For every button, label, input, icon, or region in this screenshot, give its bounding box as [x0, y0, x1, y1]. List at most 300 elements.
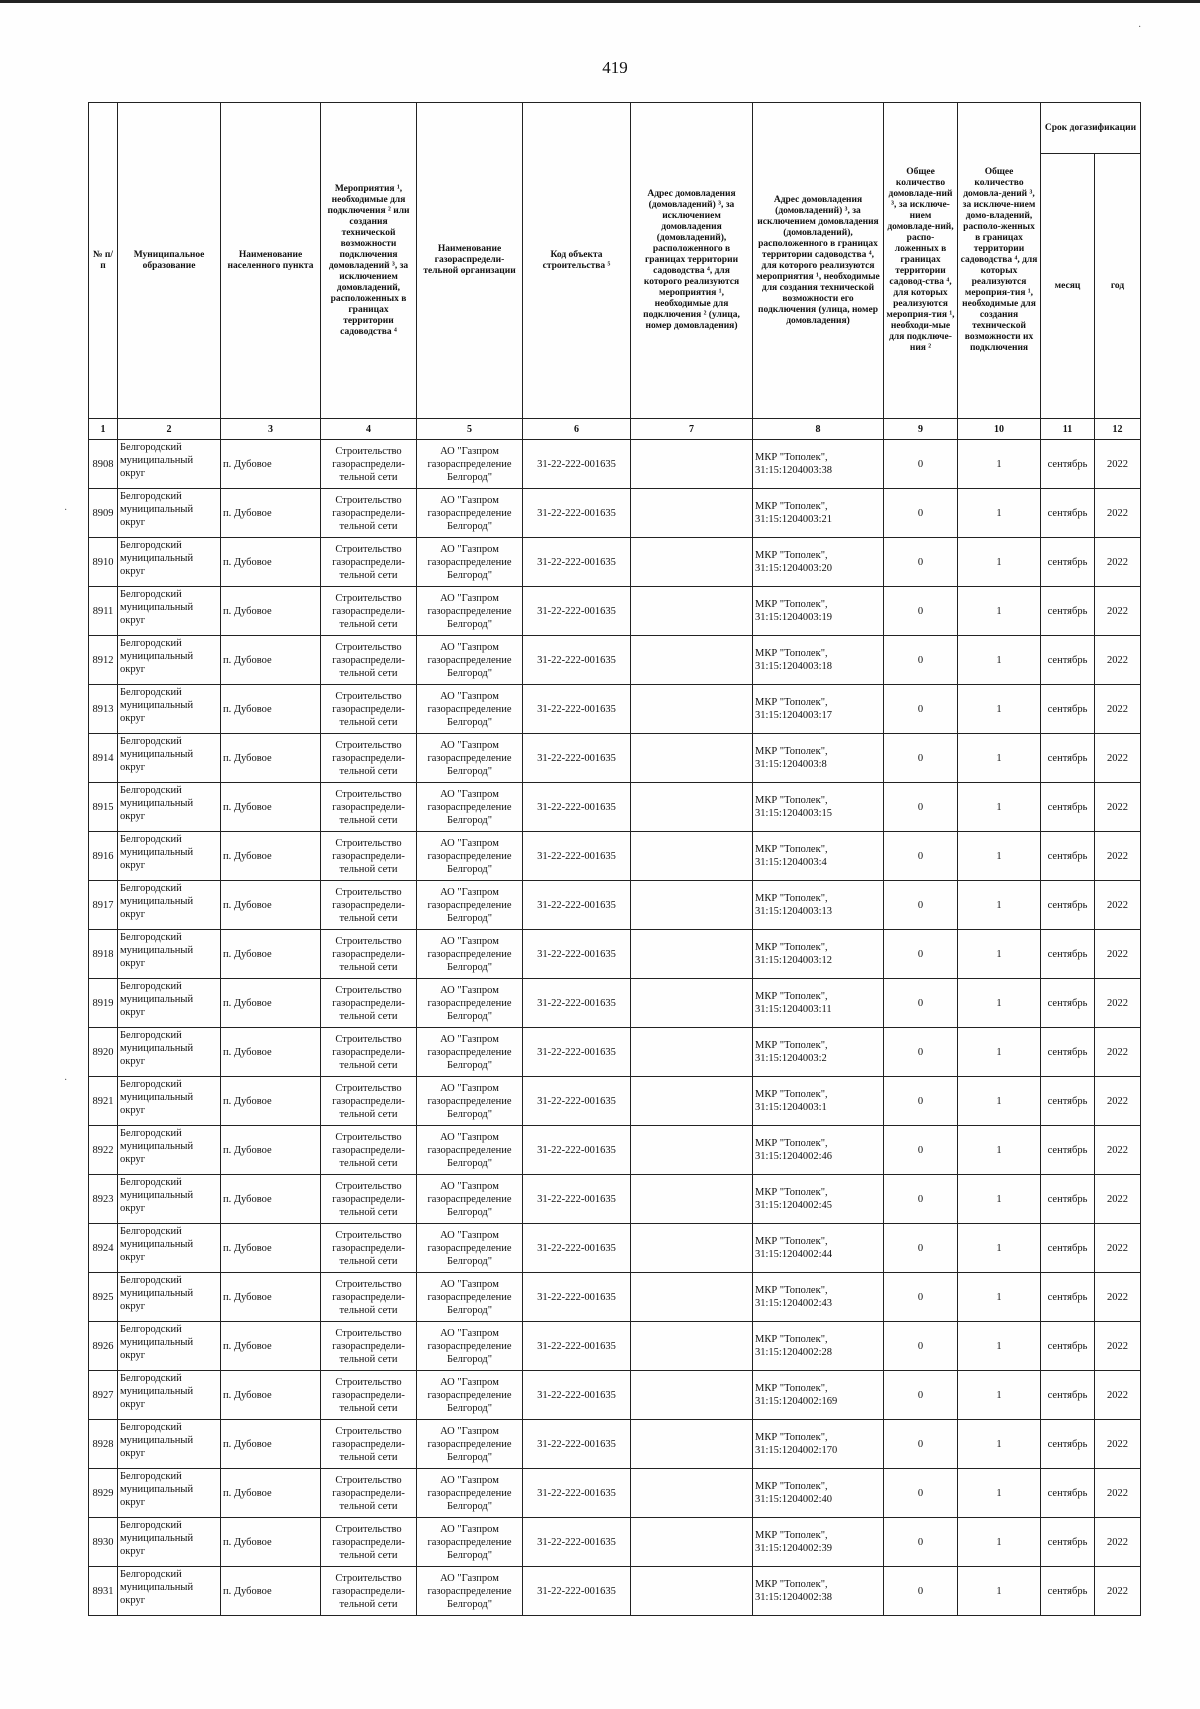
page-number: 419: [602, 58, 628, 77]
count-connection-cell: 0: [884, 881, 958, 930]
settlement-cell: п. Дубовое: [221, 538, 321, 587]
measure-cell: Строительство газораспредели-тельной сети: [321, 538, 417, 587]
year-cell: 2022: [1095, 1175, 1141, 1224]
settlement-cell: п. Дубовое: [221, 1126, 321, 1175]
count-connection-cell: 0: [884, 1518, 958, 1567]
measure-cell: Строительство газораспредели-тельной сети: [321, 1469, 417, 1518]
address-tech-cell: МКР "Тополек", 31:15:1204002:46: [753, 1126, 884, 1175]
scan-mark: ·: [64, 1075, 68, 1086]
address-tech-cell: МКР "Тополек", 31:15:1204003:11: [753, 979, 884, 1028]
measure-cell: Строительство газораспредели-тельной сети: [321, 1322, 417, 1371]
address-connection-cell: [631, 979, 753, 1028]
address-connection-cell: [631, 685, 753, 734]
table-row: [89, 636, 1141, 685]
address-tech-cell: МКР "Тополек", 31:15:1204003:2: [753, 1028, 884, 1077]
gas-org-cell: АО "Газпром газораспределение Белгород": [417, 636, 523, 685]
table-row: [89, 1126, 1141, 1175]
count-connection-cell: 0: [884, 538, 958, 587]
row-number: 8927: [89, 1371, 118, 1420]
year-cell: 2022: [1095, 489, 1141, 538]
year-cell: 2022: [1095, 1126, 1141, 1175]
gas-org-cell: АО "Газпром газораспределение Белгород": [417, 489, 523, 538]
settlement-cell: п. Дубовое: [221, 930, 321, 979]
settlement-cell: п. Дубовое: [221, 1273, 321, 1322]
row-number: 8931: [89, 1567, 118, 1616]
gas-org-cell: АО "Газпром газораспределение Белгород": [417, 1028, 523, 1077]
gas-org-cell: АО "Газпром газораспределение Белгород": [417, 538, 523, 587]
month-cell: сентябрь: [1041, 1077, 1095, 1126]
row-number: 8928: [89, 1420, 118, 1469]
settlement-cell: п. Дубовое: [221, 832, 321, 881]
year-cell: 2022: [1095, 881, 1141, 930]
count-connection-cell: 0: [884, 636, 958, 685]
gas-org-cell: АО "Газпром газораспределение Белгород": [417, 1420, 523, 1469]
municipality-cell: Белгородский муниципальный округ: [118, 1273, 221, 1322]
object-code-cell: 31-22-222-001635: [523, 1077, 631, 1126]
municipality-cell: Белгородский муниципальный округ: [118, 979, 221, 1028]
header-count-tech: Общее количество домовла-дений ³, за исключе-нием домо-владений, располо-женных в границах территории садоводства ⁴, для которых реализуются мероприя-тия ¹, необходимые для создания технической возможности их подключения: [958, 103, 1041, 419]
object-code-cell: 31-22-222-001635: [523, 1028, 631, 1077]
municipality-cell: Белгородский муниципальный округ: [118, 734, 221, 783]
count-tech-cell: 1: [958, 489, 1041, 538]
header-term: Срок догазификации: [1041, 103, 1141, 154]
settlement-cell: п. Дубовое: [221, 685, 321, 734]
count-connection-cell: 0: [884, 832, 958, 881]
row-number: 8918: [89, 930, 118, 979]
table-row: [89, 489, 1141, 538]
table-row: [89, 783, 1141, 832]
settlement-cell: п. Дубовое: [221, 489, 321, 538]
address-connection-cell: [631, 1175, 753, 1224]
table-row: [89, 587, 1141, 636]
year-cell: 2022: [1095, 1273, 1141, 1322]
object-code-cell: 31-22-222-001635: [523, 734, 631, 783]
column-number: 2: [118, 419, 221, 440]
count-tech-cell: 1: [958, 1028, 1041, 1077]
year-cell: 2022: [1095, 1371, 1141, 1420]
address-tech-cell: МКР "Тополек", 31:15:1204003:4: [753, 832, 884, 881]
table-row: [89, 440, 1141, 489]
gas-org-cell: АО "Газпром газораспределение Белгород": [417, 832, 523, 881]
table-row: [89, 1371, 1141, 1420]
address-tech-cell: МКР "Тополек", 31:15:1204003:13: [753, 881, 884, 930]
count-tech-cell: 1: [958, 1224, 1041, 1273]
table-row: [89, 1322, 1141, 1371]
header-year: год: [1095, 154, 1141, 419]
municipality-cell: Белгородский муниципальный округ: [118, 1126, 221, 1175]
measure-cell: Строительство газораспредели-тельной сети: [321, 1077, 417, 1126]
measure-cell: Строительство газораспредели-тельной сети: [321, 1518, 417, 1567]
header-row-top: [89, 103, 1141, 154]
address-connection-cell: [631, 1518, 753, 1567]
municipality-cell: Белгородский муниципальный округ: [118, 832, 221, 881]
year-cell: 2022: [1095, 440, 1141, 489]
municipality-cell: Белгородский муниципальный округ: [118, 1322, 221, 1371]
count-tech-cell: 1: [958, 979, 1041, 1028]
address-tech-cell: МКР "Тополек", 31:15:1204002:40: [753, 1469, 884, 1518]
count-connection-cell: 0: [884, 979, 958, 1028]
month-cell: сентябрь: [1041, 1469, 1095, 1518]
address-tech-cell: МКР "Тополек", 31:15:1204003:17: [753, 685, 884, 734]
measure-cell: Строительство газораспредели-тельной сети: [321, 489, 417, 538]
address-connection-cell: [631, 881, 753, 930]
table-row: [89, 1420, 1141, 1469]
row-number: 8908: [89, 440, 118, 489]
settlement-cell: п. Дубовое: [221, 636, 321, 685]
measure-cell: Строительство газораспредели-тельной сети: [321, 1371, 417, 1420]
row-number: 8922: [89, 1126, 118, 1175]
address-connection-cell: [631, 636, 753, 685]
municipality-cell: Белгородский муниципальный округ: [118, 1469, 221, 1518]
count-tech-cell: 1: [958, 832, 1041, 881]
year-cell: 2022: [1095, 685, 1141, 734]
address-connection-cell: [631, 1126, 753, 1175]
count-tech-cell: 1: [958, 1175, 1041, 1224]
month-cell: сентябрь: [1041, 1126, 1095, 1175]
table-row: [89, 1175, 1141, 1224]
object-code-cell: 31-22-222-001635: [523, 1371, 631, 1420]
row-number: 8915: [89, 783, 118, 832]
scan-mark: ·: [64, 505, 68, 516]
row-number: 8929: [89, 1469, 118, 1518]
year-cell: 2022: [1095, 1518, 1141, 1567]
row-number: 8930: [89, 1518, 118, 1567]
header-address-tech: Адрес домовладения (домовладений) ³, за исключением домовладения (домовладений), расположенного в границах территории садоводства ⁴, для которого реализуются мероприятия ¹, необходимые для создания технической возможности его подключения (улица, номер домовладения): [753, 103, 884, 419]
count-tech-cell: 1: [958, 1077, 1041, 1126]
month-cell: сентябрь: [1041, 1273, 1095, 1322]
measure-cell: Строительство газораспредели-тельной сети: [321, 1175, 417, 1224]
count-tech-cell: 1: [958, 1322, 1041, 1371]
object-code-cell: 31-22-222-001635: [523, 881, 631, 930]
object-code-cell: 31-22-222-001635: [523, 1469, 631, 1518]
address-connection-cell: [631, 1469, 753, 1518]
settlement-cell: п. Дубовое: [221, 1224, 321, 1273]
settlement-cell: п. Дубовое: [221, 1469, 321, 1518]
settlement-cell: п. Дубовое: [221, 440, 321, 489]
table-row: [89, 538, 1141, 587]
address-tech-cell: МКР "Тополек", 31:15:1204002:44: [753, 1224, 884, 1273]
settlement-cell: п. Дубовое: [221, 1518, 321, 1567]
settlement-cell: п. Дубовое: [221, 1322, 321, 1371]
measure-cell: Строительство газораспредели-тельной сети: [321, 979, 417, 1028]
count-tech-cell: 1: [958, 440, 1041, 489]
table-row: [89, 930, 1141, 979]
gas-org-cell: АО "Газпром газораспределение Белгород": [417, 1077, 523, 1126]
address-tech-cell: МКР "Тополек", 31:15:1204003:21: [753, 489, 884, 538]
column-number: 6: [523, 419, 631, 440]
count-tech-cell: 1: [958, 1469, 1041, 1518]
count-tech-cell: 1: [958, 1126, 1041, 1175]
gas-org-cell: АО "Газпром газораспределение Белгород": [417, 1371, 523, 1420]
gas-org-cell: АО "Газпром газораспределение Белгород": [417, 979, 523, 1028]
address-connection-cell: [631, 1224, 753, 1273]
object-code-cell: 31-22-222-001635: [523, 538, 631, 587]
municipality-cell: Белгородский муниципальный округ: [118, 1371, 221, 1420]
address-tech-cell: МКР "Тополек", 31:15:1204002:43: [753, 1273, 884, 1322]
table-row: [89, 1224, 1141, 1273]
municipality-cell: Белгородский муниципальный округ: [118, 1567, 221, 1616]
measure-cell: Строительство газораспредели-тельной сети: [321, 685, 417, 734]
month-cell: сентябрь: [1041, 1322, 1095, 1371]
settlement-cell: п. Дубовое: [221, 979, 321, 1028]
month-cell: сентябрь: [1041, 1028, 1095, 1077]
month-cell: сентябрь: [1041, 930, 1095, 979]
count-connection-cell: 0: [884, 489, 958, 538]
address-connection-cell: [631, 1273, 753, 1322]
municipality-cell: Белгородский муниципальный округ: [118, 1224, 221, 1273]
gas-org-cell: АО "Газпром газораспределение Белгород": [417, 734, 523, 783]
address-tech-cell: МКР "Тополек", 31:15:1204003:8: [753, 734, 884, 783]
object-code-cell: 31-22-222-001635: [523, 930, 631, 979]
address-connection-cell: [631, 734, 753, 783]
count-tech-cell: 1: [958, 734, 1041, 783]
row-number: 8924: [89, 1224, 118, 1273]
header-object-code: Код объекта строительства ⁵: [523, 103, 631, 419]
page-top-border: [0, 0, 1200, 3]
month-cell: сентябрь: [1041, 734, 1095, 783]
row-number: 8916: [89, 832, 118, 881]
object-code-cell: 31-22-222-001635: [523, 685, 631, 734]
header-measures: Мероприятия ¹, необходимые для подключения ² или создания технической возможности подключения домовладений ³, за исключением домовладений, расположенных в границах территории садоводства ⁴: [321, 103, 417, 419]
header-gas-org: Наименование газораспредели-тельной организации: [417, 103, 523, 419]
address-connection-cell: [631, 832, 753, 881]
municipality-cell: Белгородский муниципальный округ: [118, 783, 221, 832]
gas-org-cell: АО "Газпром газораспределение Белгород": [417, 1518, 523, 1567]
municipality-cell: Белгородский муниципальный округ: [118, 489, 221, 538]
year-cell: 2022: [1095, 538, 1141, 587]
object-code-cell: 31-22-222-001635: [523, 1224, 631, 1273]
measure-cell: Строительство газораспредели-тельной сети: [321, 734, 417, 783]
municipality-cell: Белгородский муниципальный округ: [118, 440, 221, 489]
count-tech-cell: 1: [958, 783, 1041, 832]
address-connection-cell: [631, 440, 753, 489]
address-tech-cell: МКР "Тополек", 31:15:1204002:170: [753, 1420, 884, 1469]
count-tech-cell: 1: [958, 1371, 1041, 1420]
gas-org-cell: АО "Газпром газораспределение Белгород": [417, 1273, 523, 1322]
settlement-cell: п. Дубовое: [221, 1077, 321, 1126]
month-cell: сентябрь: [1041, 979, 1095, 1028]
object-code-cell: 31-22-222-001635: [523, 1175, 631, 1224]
address-tech-cell: МКР "Тополек", 31:15:1204002:39: [753, 1518, 884, 1567]
measure-cell: Строительство газораспредели-тельной сети: [321, 783, 417, 832]
municipality-cell: Белгородский муниципальный округ: [118, 881, 221, 930]
settlement-cell: п. Дубовое: [221, 587, 321, 636]
address-connection-cell: [631, 1371, 753, 1420]
gas-org-cell: АО "Газпром газораспределение Белгород": [417, 930, 523, 979]
municipality-cell: Белгородский муниципальный округ: [118, 1175, 221, 1224]
object-code-cell: 31-22-222-001635: [523, 783, 631, 832]
count-tech-cell: 1: [958, 1420, 1041, 1469]
count-tech-cell: 1: [958, 1518, 1041, 1567]
measure-cell: Строительство газораспредели-тельной сети: [321, 930, 417, 979]
count-connection-cell: 0: [884, 1567, 958, 1616]
column-number: 8: [753, 419, 884, 440]
measure-cell: Строительство газораспредели-тельной сети: [321, 1273, 417, 1322]
table-row: [89, 881, 1141, 930]
address-connection-cell: [631, 587, 753, 636]
address-connection-cell: [631, 1567, 753, 1616]
settlement-cell: п. Дубовое: [221, 1420, 321, 1469]
gas-org-cell: АО "Газпром газораспределение Белгород": [417, 783, 523, 832]
month-cell: сентябрь: [1041, 881, 1095, 930]
address-connection-cell: [631, 1028, 753, 1077]
count-connection-cell: 0: [884, 587, 958, 636]
column-number-row: [89, 419, 1141, 440]
count-connection-cell: 0: [884, 930, 958, 979]
address-tech-cell: МКР "Тополек", 31:15:1204002:169: [753, 1371, 884, 1420]
column-number: 7: [631, 419, 753, 440]
column-number: 12: [1095, 419, 1141, 440]
settlement-cell: п. Дубовое: [221, 1175, 321, 1224]
count-connection-cell: 0: [884, 1322, 958, 1371]
municipality-cell: Белгородский муниципальный округ: [118, 685, 221, 734]
row-number: 8919: [89, 979, 118, 1028]
table-row: [89, 1273, 1141, 1322]
object-code-cell: 31-22-222-001635: [523, 832, 631, 881]
address-tech-cell: МКР "Тополек", 31:15:1204002:38: [753, 1567, 884, 1616]
object-code-cell: 31-22-222-001635: [523, 1126, 631, 1175]
measure-cell: Строительство газораспредели-тельной сети: [321, 1126, 417, 1175]
column-number: 11: [1041, 419, 1095, 440]
address-connection-cell: [631, 930, 753, 979]
address-connection-cell: [631, 783, 753, 832]
row-number: 8911: [89, 587, 118, 636]
address-connection-cell: [631, 1077, 753, 1126]
settlement-cell: п. Дубовое: [221, 881, 321, 930]
count-tech-cell: 1: [958, 1273, 1041, 1322]
gas-org-cell: АО "Газпром газораспределение Белгород": [417, 1469, 523, 1518]
object-code-cell: 31-22-222-001635: [523, 1322, 631, 1371]
count-connection-cell: 0: [884, 734, 958, 783]
month-cell: сентябрь: [1041, 685, 1095, 734]
year-cell: 2022: [1095, 1028, 1141, 1077]
year-cell: 2022: [1095, 832, 1141, 881]
year-cell: 2022: [1095, 1567, 1141, 1616]
month-cell: сентябрь: [1041, 489, 1095, 538]
year-cell: 2022: [1095, 783, 1141, 832]
row-number: 8926: [89, 1322, 118, 1371]
year-cell: 2022: [1095, 979, 1141, 1028]
object-code-cell: 31-22-222-001635: [523, 979, 631, 1028]
table-row: [89, 1469, 1141, 1518]
count-connection-cell: 0: [884, 1224, 958, 1273]
address-connection-cell: [631, 1322, 753, 1371]
municipality-cell: Белгородский муниципальный округ: [118, 636, 221, 685]
table-row: [89, 1077, 1141, 1126]
municipality-cell: Белгородский муниципальный округ: [118, 1028, 221, 1077]
month-cell: сентябрь: [1041, 587, 1095, 636]
municipality-cell: Белгородский муниципальный округ: [118, 1077, 221, 1126]
row-number: 8921: [89, 1077, 118, 1126]
year-cell: 2022: [1095, 636, 1141, 685]
count-tech-cell: 1: [958, 881, 1041, 930]
measure-cell: Строительство газораспредели-тельной сети: [321, 1224, 417, 1273]
header-address-connection: Адрес домовладения (домовладений) ³, за исключением домовладения (домовладений), расположенного в границах территории садоводства ⁴, для которого реализуются мероприятия ¹, необходимые для подключения ² (улица, номер домовладения): [631, 103, 753, 419]
count-connection-cell: 0: [884, 1420, 958, 1469]
year-cell: 2022: [1095, 587, 1141, 636]
gas-org-cell: АО "Газпром газораспределение Белгород": [417, 1567, 523, 1616]
address-tech-cell: МКР "Тополек", 31:15:1204003:18: [753, 636, 884, 685]
header-settlement: Наименование населенного пункта: [221, 103, 321, 419]
header-municipality: Муниципальное образование: [118, 103, 221, 419]
month-cell: сентябрь: [1041, 1420, 1095, 1469]
gas-org-cell: АО "Газпром газораспределение Белгород": [417, 1126, 523, 1175]
row-number: 8912: [89, 636, 118, 685]
address-tech-cell: МКР "Тополек", 31:15:1204002:45: [753, 1175, 884, 1224]
object-code-cell: 31-22-222-001635: [523, 1567, 631, 1616]
table-row: [89, 832, 1141, 881]
count-connection-cell: 0: [884, 1126, 958, 1175]
year-cell: 2022: [1095, 734, 1141, 783]
year-cell: 2022: [1095, 1224, 1141, 1273]
row-number: 8913: [89, 685, 118, 734]
column-number: 5: [417, 419, 523, 440]
address-connection-cell: [631, 538, 753, 587]
column-number: 3: [221, 419, 321, 440]
gas-org-cell: АО "Газпром газораспределение Белгород": [417, 1175, 523, 1224]
address-connection-cell: [631, 1420, 753, 1469]
object-code-cell: 31-22-222-001635: [523, 587, 631, 636]
address-connection-cell: [631, 489, 753, 538]
table-row: [89, 685, 1141, 734]
gas-org-cell: АО "Газпром газораспределение Белгород": [417, 881, 523, 930]
row-number: 8917: [89, 881, 118, 930]
municipality-cell: Белгородский муниципальный округ: [118, 538, 221, 587]
month-cell: сентябрь: [1041, 636, 1095, 685]
settlement-cell: п. Дубовое: [221, 1371, 321, 1420]
month-cell: сентябрь: [1041, 1518, 1095, 1567]
address-tech-cell: МКР "Тополек", 31:15:1204003:12: [753, 930, 884, 979]
table-row: [89, 1518, 1141, 1567]
month-cell: сентябрь: [1041, 1175, 1095, 1224]
year-cell: 2022: [1095, 930, 1141, 979]
count-tech-cell: 1: [958, 1567, 1041, 1616]
address-tech-cell: МКР "Тополек", 31:15:1204003:1: [753, 1077, 884, 1126]
row-number: 8914: [89, 734, 118, 783]
count-tech-cell: 1: [958, 636, 1041, 685]
address-tech-cell: МКР "Тополек", 31:15:1204002:28: [753, 1322, 884, 1371]
row-number: 8910: [89, 538, 118, 587]
month-cell: сентябрь: [1041, 783, 1095, 832]
gas-org-cell: АО "Газпром газораспределение Белгород": [417, 1224, 523, 1273]
row-number: 8923: [89, 1175, 118, 1224]
object-code-cell: 31-22-222-001635: [523, 1273, 631, 1322]
municipality-cell: Белгородский муниципальный округ: [118, 587, 221, 636]
count-connection-cell: 0: [884, 1273, 958, 1322]
table-row: [89, 734, 1141, 783]
count-tech-cell: 1: [958, 587, 1041, 636]
header-count-connection: Общее количество домовладе-ний ³, за исключе-нием домовладе-ний, распо-ложенных в границах территории садовод-ства ⁴, для которых реализуются мероприя-тия ¹, необходи-мые для подключе-ния ²: [884, 103, 958, 419]
table-row: [89, 1028, 1141, 1077]
year-cell: 2022: [1095, 1322, 1141, 1371]
row-number: 8925: [89, 1273, 118, 1322]
settlement-cell: п. Дубовое: [221, 783, 321, 832]
count-tech-cell: 1: [958, 685, 1041, 734]
month-cell: сентябрь: [1041, 1567, 1095, 1616]
object-code-cell: 31-22-222-001635: [523, 489, 631, 538]
address-tech-cell: МКР "Тополек", 31:15:1204003:38: [753, 440, 884, 489]
measure-cell: Строительство газораспредели-тельной сети: [321, 1028, 417, 1077]
column-number: 4: [321, 419, 417, 440]
measure-cell: Строительство газораспредели-тельной сети: [321, 1420, 417, 1469]
count-connection-cell: 0: [884, 1371, 958, 1420]
count-tech-cell: 1: [958, 930, 1041, 979]
month-cell: сентябрь: [1041, 1371, 1095, 1420]
measure-cell: Строительство газораспредели-тельной сети: [321, 636, 417, 685]
object-code-cell: 31-22-222-001635: [523, 1420, 631, 1469]
measure-cell: Строительство газораспредели-тельной сети: [321, 440, 417, 489]
gas-org-cell: АО "Газпром газораспределение Белгород": [417, 440, 523, 489]
